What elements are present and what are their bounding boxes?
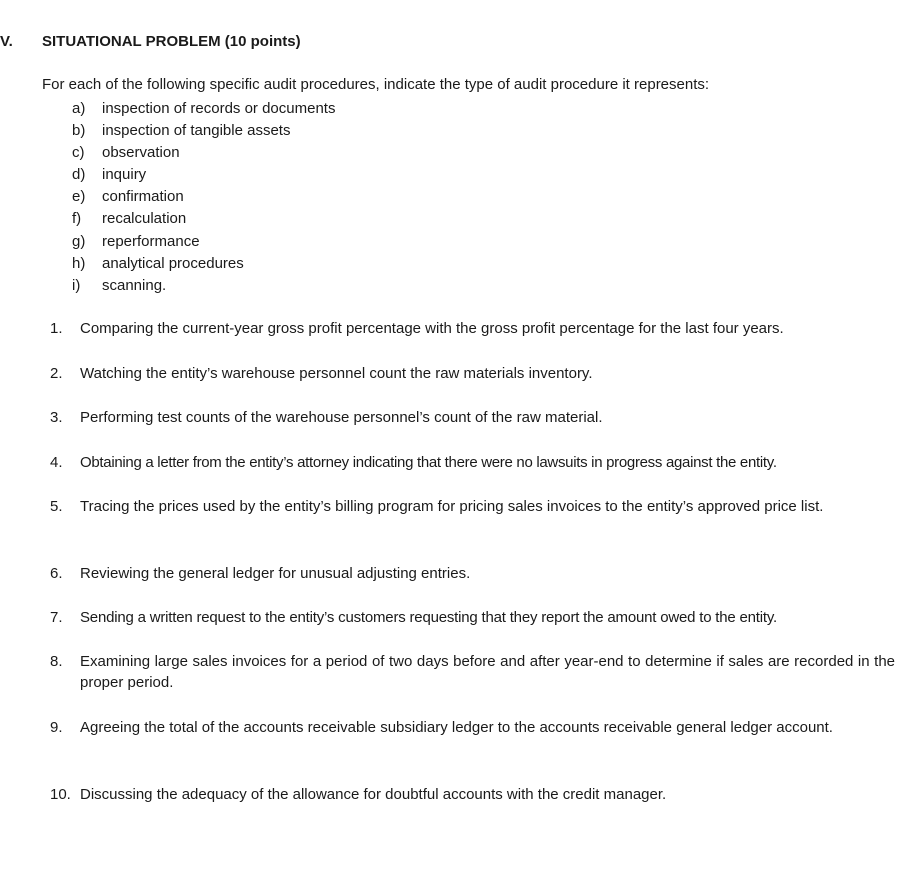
procedure-type-list bbox=[72, 98, 335, 297]
item-text: Discussing the adequacy of the allowance for doubtful accounts with the credit manager. bbox=[80, 786, 667, 803]
procedure-item-2 bbox=[50, 363, 895, 384]
item-number: 6. bbox=[50, 565, 63, 582]
item-number: 9. bbox=[50, 719, 63, 736]
item-text: Agreeing the total of the accounts receivable subsidiary ledger to the accounts receivable general ledger account. bbox=[80, 719, 833, 736]
choice-letter: e) bbox=[72, 188, 86, 206]
choice-letter: c) bbox=[72, 144, 85, 162]
item-number: 4. bbox=[50, 454, 63, 471]
choice-text: inspection of records or documents bbox=[102, 100, 336, 117]
procedure-item-1 bbox=[50, 318, 895, 339]
item-text: Sending a written request to the entity’s customers requesting that they report the amount owed to the entity. bbox=[80, 609, 778, 626]
instructions: For each of the following specific audit procedures, indicate the type of audit procedure it represents: bbox=[42, 76, 710, 93]
choice-text: inquiry bbox=[102, 166, 147, 184]
choice-text: analytical procedures bbox=[102, 254, 244, 272]
item-text: Reviewing the general ledger for unusual adjusting entries. bbox=[80, 565, 471, 582]
item-number: 8. bbox=[50, 653, 63, 670]
item-text: Tracing the prices used by the entity’s billing program for pricing sales invoices to the entity’s approved price list. bbox=[80, 498, 824, 515]
section-number: V. bbox=[0, 33, 13, 50]
choice-letter: f) bbox=[72, 210, 82, 228]
procedure-item-3 bbox=[50, 407, 895, 428]
item-text: Obtaining a letter from the entity’s attorney indicating that there were no lawsuits in progress against the entity. bbox=[80, 454, 777, 471]
choice-letter: d) bbox=[72, 166, 86, 184]
procedure-item-9 bbox=[50, 717, 895, 738]
choice-letter: i) bbox=[72, 276, 81, 294]
choice-letter: h) bbox=[72, 254, 86, 272]
choice-text: confirmation bbox=[102, 188, 184, 206]
list-item bbox=[72, 164, 335, 186]
choice-text: reperformance bbox=[102, 232, 200, 250]
choice-letter: a) bbox=[72, 100, 86, 117]
item-text: Watching the entity’s warehouse personnel count the raw materials inventory. bbox=[80, 365, 593, 382]
item-text: Examining large sales invoices for a period of two days before and after year-end to determine if sales are recorded in the proper period. bbox=[80, 653, 895, 691]
list-item bbox=[72, 186, 335, 208]
list-item bbox=[72, 231, 335, 253]
item-number: 3. bbox=[50, 409, 63, 426]
item-number: 10. bbox=[50, 786, 71, 803]
choice-letter: b) bbox=[72, 122, 86, 140]
procedure-item-7 bbox=[50, 607, 895, 628]
item-number: 1. bbox=[50, 320, 63, 337]
section-title: SITUATIONAL PROBLEM (10 points) bbox=[42, 33, 301, 50]
list-item bbox=[72, 253, 335, 275]
procedure-item-4 bbox=[50, 452, 895, 473]
choice-text: recalculation bbox=[102, 210, 187, 228]
list-item bbox=[72, 98, 335, 120]
choice-text: observation bbox=[102, 144, 180, 162]
list-item bbox=[72, 142, 335, 164]
item-text: Comparing the current-year gross profit percentage with the gross profit percentage for the last four years. bbox=[80, 320, 784, 337]
item-text: Performing test counts of the warehouse personnel’s count of the raw material. bbox=[80, 409, 603, 426]
procedure-item-8 bbox=[50, 651, 895, 693]
choice-letter: g) bbox=[72, 232, 86, 250]
choice-text: inspection of tangible assets bbox=[102, 122, 291, 140]
list-item bbox=[72, 275, 335, 297]
list-item bbox=[72, 120, 335, 142]
item-number: 7. bbox=[50, 609, 63, 626]
procedure-item-6 bbox=[50, 563, 895, 584]
list-item bbox=[72, 208, 335, 230]
item-number: 5. bbox=[50, 498, 63, 515]
procedure-item-5 bbox=[50, 496, 895, 517]
procedure-item-10 bbox=[50, 784, 895, 805]
choice-text: scanning. bbox=[102, 276, 167, 294]
item-number: 2. bbox=[50, 365, 63, 382]
